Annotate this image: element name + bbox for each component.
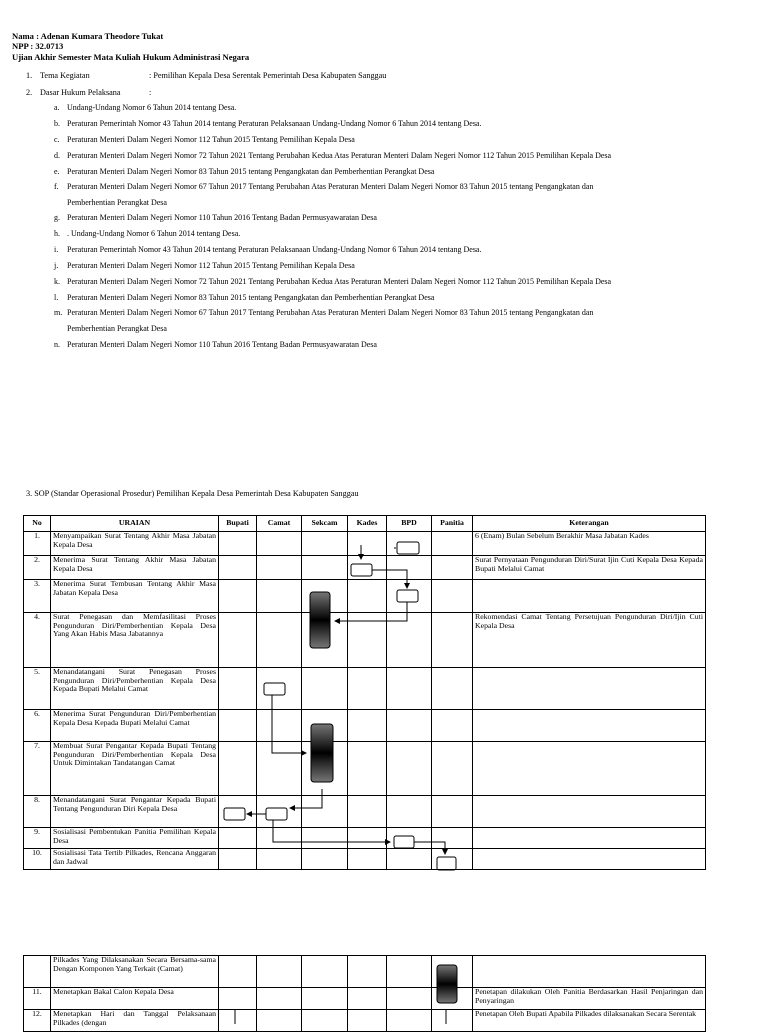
table-row: Pilkades Yang Dilaksanakan Secara Bersama-sama Dengan Komponen Yang Terkait (Camat)	[24, 956, 706, 988]
col-header-bupati: Bupati	[219, 516, 257, 532]
law-item: d. Peraturan Menteri Dalam Negeri Nomor 72 Tahun 2021 Tentang Perubahan Kedua Atas Peraturan Menteri Dalam Negeri Nomor 112 Tahun 2015 Pemilihan Kepala Desa	[54, 151, 612, 160]
law-item: n. Peraturan Menteri Dalam Negeri Nomor 110 Tahun 2016 Tentang Badan Permusyawaratan Desa	[54, 340, 377, 349]
section-1-value: : Pemilihan Kepala Desa Serentak Pemerintah Desa Kabupaten Sanggau	[149, 71, 387, 80]
col-header-kades: Kades	[348, 516, 387, 532]
table-row: 11. Menetapkan Bakal Calon Kepala Desa Penetapan dilakukan Oleh Panitia Berdasarkan Hasil Penjaringan dan Penyaringan	[24, 988, 706, 1010]
exam-title: Ujian Akhir Semester Mata Kuliah Hukum Administrasi Negara	[12, 52, 250, 62]
law-item: c. Peraturan Menteri Dalam Negeri Nomor 112 Tahun 2015 Tentang Pemilihan Kepala Desa	[54, 135, 355, 144]
law-item: i. Peraturan Pemerintah Nomor 43 Tahun 2014 tentang Peraturan Pelaksanaan Undang-Undang Nomor 6 Tahun 2014 tentang Desa.	[54, 245, 482, 254]
sop-title: 3. SOP (Standar Operasional Prosedur) Pemilihan Kepala Desa Pemerintah Desa Kabupaten Sanggau	[26, 489, 359, 498]
section-2	[26, 88, 626, 98]
section-2-label: Dasar Hukum Pelaksana	[40, 88, 121, 97]
law-item: e. Peraturan Menteri Dalam Negeri Nomor 83 Tahun 2015 tentang Pengangkatan dan Pemberhentian Perangkat Desa	[54, 167, 435, 176]
col-header-no: No	[24, 516, 51, 532]
law-item: b. Peraturan Pemerintah Nomor 43 Tahun 2014 tentang Peraturan Pelaksanaan Undang-Undang Nomor 6 Tahun 2014 tentang Desa.	[54, 119, 482, 128]
table-row: 8. Menandatangani Surat Pengantar Kepada Bupati Tentang Pengunduran Diri Kepala Desa	[24, 796, 706, 828]
section-2-colon: :	[149, 88, 152, 97]
col-header-sekcam: Sekcam	[302, 516, 348, 532]
col-header-uraian: URAIAN	[51, 516, 219, 532]
law-item: h. . Undang-Undang Nomor 6 Tahun 2014 tentang Desa.	[54, 229, 241, 238]
col-header-bpd: BPD	[387, 516, 432, 532]
law-item: m. Peraturan Menteri Dalam Negeri Nomor 67 Tahun 2017 Tentang Perubahan Atas Peraturan Menteri Dalam Negeri Nomor 83 Tahun 2015 tentang Pengangkatan dan Pemberhentian Perangkat Desa	[54, 308, 594, 333]
section-1	[26, 71, 626, 81]
law-item: g. Peraturan Menteri Dalam Negeri Nomor 110 Tahun 2016 Tentang Badan Permusyawaratan Desa	[54, 213, 377, 222]
section-1-number: 1.	[26, 71, 33, 80]
student-name: Nama : Adenan Kumara Theodore Tukat	[12, 31, 164, 41]
table-row: 1. Menyampaikan Surat Tentang Akhir Masa Jabatan Kepala Desa 6 (Enam) Bulan Sebelum Berakhir Masa Jabatan Kades	[24, 532, 706, 556]
table-row: 12. Menetapkan Hari dan Tanggal Pelaksanaan Pilkades (dengan Penetapan Oleh Bupati Apabila Pilkades dilaksanakan Secara Serentak	[24, 1010, 706, 1032]
law-item: l. Peraturan Menteri Dalam Negeri Nomor 83 Tahun 2015 tentang Pengangkatan dan Pemberhentian Perangkat Desa	[54, 293, 435, 302]
law-item: k. Peraturan Menteri Dalam Negeri Nomor 72 Tahun 2021 Tentang Perubahan Kedua Atas Peraturan Menteri Dalam Negeri Nomor 112 Tahun 2015 Pemilihan Kepala Desa	[54, 277, 612, 286]
table-row: 6. Menerima Surat Pengunduran Diri/Pemberhentian Kepala Desa Kepada Bupati Melalui Camat	[24, 710, 706, 742]
table-header-row	[24, 516, 706, 532]
section-1-label: Tema Kegiatan	[40, 71, 90, 80]
col-header-camat: Camat	[257, 516, 302, 532]
table-row: 5. Menandatangani Surat Penegasan Proses Pengunduran Diri/Pemberhentian Kepala Desa Kepada Bupati Melalui Camat	[24, 668, 706, 710]
table-row: 10. Sosialisasi Tata Tertib Pilkades, Rencana Anggaran dan Jadwal	[24, 849, 706, 870]
table-row: 4. Surat Penegasan dan Memfasilitasi Proses Pengunduran Diri/Pemberhentian Kepala Desa Yang Akan Habis Masa Jabatannya Rekomendasi Camat Tentang Persetujuan Pengunduran Diri/Ijin Cuti Kepala Desa	[24, 613, 706, 668]
law-item: j. Peraturan Menteri Dalam Negeri Nomor 112 Tahun 2015 Tentang Pemilihan Kepala Desa	[54, 261, 355, 270]
student-npp: NPP : 32.0713	[12, 41, 64, 51]
sop-table	[23, 515, 706, 870]
section-2-number: 2.	[26, 88, 33, 97]
col-header-panitia: Panitia	[432, 516, 473, 532]
law-item: f. Peraturan Menteri Dalam Negeri Nomor 67 Tahun 2017 Tentang Perubahan Atas Peraturan Menteri Dalam Negeri Nomor 83 Tahun 2015 tentang Pengangkatan dan Pemberhentian Perangkat Desa	[54, 182, 594, 207]
law-item: a. Undang-Undang Nomor 6 Tahun 2014 tentang Desa.	[54, 103, 237, 112]
table-row: 2. Menerima Surat Tentang Akhir Masa Jabatan Kepala Desa Surat Pernyataan Pengunduran Diri/Surat Ijin Cuti Kepala Desa Kepada Bupati Melalui Camat	[24, 556, 706, 580]
table-row: 9. Sosialisasi Pembentukan Panitia Pemilihan Kepala Desa	[24, 828, 706, 849]
table-row: 7. Membuat Surat Pengantar Kepada Bupati Tentang Pengunduran Diri/Pemberhentian Kepala Desa Untuk Dimintakan Tandatangan Camat	[24, 742, 706, 796]
sop-table-continued	[23, 955, 706, 1032]
table-row: 3. Menerima Surat Tembusan Tentang Akhir Masa Jabatan Kepala Desa	[24, 580, 706, 613]
col-header-keterangan: Keterangan	[473, 516, 706, 532]
